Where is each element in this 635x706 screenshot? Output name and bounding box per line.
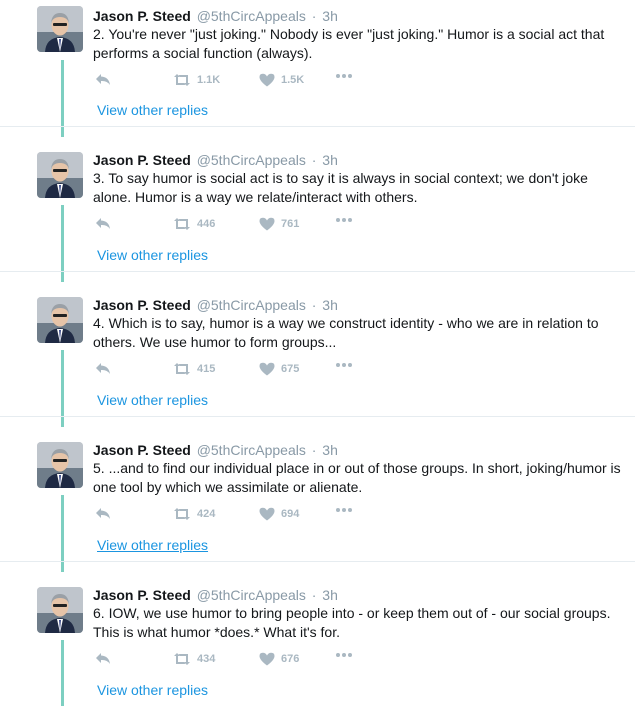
heart-icon — [259, 652, 275, 666]
tweet-actions — [93, 73, 629, 95]
tweet-text: 5. ...and to find our individual place in or out of those groups. In short, joking/humor is one tool by which we assimilate or alienate. — [93, 460, 621, 495]
retweet-count: 446 — [197, 218, 216, 230]
reply-icon — [95, 507, 111, 521]
like-button[interactable] — [259, 507, 299, 521]
author-handle[interactable]: @5thCircAppeals — [196, 152, 306, 168]
tweet-content — [93, 151, 629, 239]
view-other-replies-link[interactable]: View other replies — [97, 247, 209, 263]
tweet-content — [93, 296, 629, 384]
view-other-replies-link[interactable]: View other replies — [97, 392, 209, 408]
timestamp[interactable]: 3h — [322, 8, 338, 24]
more-icon — [335, 73, 353, 79]
thread-line — [61, 127, 64, 137]
tweet-item[interactable] — [0, 416, 635, 561]
author-name[interactable]: Jason P. Steed — [93, 297, 191, 313]
more-button[interactable] — [335, 507, 353, 513]
author-name[interactable]: Jason P. Steed — [93, 152, 191, 168]
more-button[interactable] — [335, 652, 353, 658]
like-button[interactable] — [259, 73, 304, 87]
tweet-text: 4. Which is to say, humor is a way we construct identity - who we are in relation to others. We use humor to form groups... — [93, 315, 599, 350]
avatar[interactable] — [37, 152, 83, 198]
like-button[interactable] — [259, 362, 299, 376]
more-button[interactable] — [335, 362, 353, 368]
retweet-icon — [173, 652, 191, 666]
retweet-button[interactable] — [173, 362, 215, 376]
like-button[interactable] — [259, 652, 299, 666]
tweet-actions — [93, 217, 629, 239]
tweet-item[interactable] — [0, 0, 635, 126]
retweet-icon — [173, 507, 191, 521]
reply-icon — [95, 73, 111, 87]
tweet-item[interactable] — [0, 126, 635, 271]
author-handle[interactable]: @5thCircAppeals — [196, 442, 306, 458]
retweet-count: 434 — [197, 653, 216, 665]
tweet-header — [93, 441, 629, 459]
author-handle[interactable]: @5thCircAppeals — [196, 587, 306, 603]
tweet-header — [93, 7, 629, 25]
reply-icon — [95, 652, 111, 666]
thread-line — [61, 562, 64, 572]
separator: · — [311, 152, 317, 168]
heart-icon — [259, 217, 275, 231]
avatar[interactable] — [37, 6, 83, 52]
tweet-header — [93, 586, 629, 604]
thread-line — [61, 60, 64, 126]
tweet-actions — [93, 507, 629, 529]
view-other-replies-link[interactable]: View other replies — [97, 102, 209, 118]
avatar[interactable] — [37, 442, 83, 488]
retweet-icon — [173, 217, 191, 231]
thread-line — [61, 495, 64, 561]
like-count: 676 — [281, 653, 300, 665]
reply-button[interactable] — [95, 652, 111, 666]
timestamp[interactable]: 3h — [322, 152, 338, 168]
more-icon — [335, 507, 353, 513]
reply-icon — [95, 217, 111, 231]
view-other-replies-link[interactable]: View other replies — [97, 682, 209, 698]
reply-button[interactable] — [95, 217, 111, 231]
like-count: 694 — [281, 508, 300, 520]
avatar[interactable] — [37, 587, 83, 633]
more-icon — [335, 362, 353, 368]
more-button[interactable] — [335, 217, 353, 223]
heart-icon — [259, 73, 275, 87]
tweet-text: 2. You're never "just joking." Nobody is ever "just joking." Humor is a social act that performs a social function (always). — [93, 26, 605, 61]
more-icon — [335, 217, 353, 223]
retweet-button[interactable] — [173, 217, 215, 231]
retweet-icon — [173, 73, 191, 87]
reply-icon — [95, 362, 111, 376]
author-name[interactable]: Jason P. Steed — [93, 442, 191, 458]
timestamp[interactable]: 3h — [322, 297, 338, 313]
separator: · — [311, 442, 317, 458]
avatar[interactable] — [37, 297, 83, 343]
separator: · — [311, 587, 317, 603]
heart-icon — [259, 507, 275, 521]
retweet-count: 1.1K — [197, 74, 221, 86]
tweet-content — [93, 441, 629, 529]
reply-button[interactable] — [95, 73, 111, 87]
thread-line — [61, 640, 64, 706]
retweet-count: 415 — [197, 363, 216, 375]
author-name[interactable]: Jason P. Steed — [93, 587, 191, 603]
thread-line — [61, 205, 64, 271]
tweet-content — [93, 7, 629, 95]
tweet-item[interactable] — [0, 561, 635, 706]
retweet-button[interactable] — [173, 652, 215, 666]
thread-line — [61, 417, 64, 427]
author-name[interactable]: Jason P. Steed — [93, 8, 191, 24]
thread-line — [61, 272, 64, 282]
view-other-replies-link[interactable]: View other replies — [97, 537, 209, 553]
retweet-count: 424 — [197, 508, 216, 520]
like-count: 761 — [281, 218, 300, 230]
timestamp[interactable]: 3h — [322, 442, 338, 458]
separator: · — [311, 297, 317, 313]
author-handle[interactable]: @5thCircAppeals — [196, 297, 306, 313]
retweet-button[interactable] — [173, 507, 215, 521]
tweet-content — [93, 586, 629, 674]
tweet-actions — [93, 652, 629, 674]
reply-button[interactable] — [95, 507, 111, 521]
more-button[interactable] — [335, 73, 353, 79]
tweet-text: 3. To say humor is social act is to say it is always in social context; we don't joke alone. Humor is a way we relate/interact with others. — [93, 170, 588, 205]
thread-line — [61, 350, 64, 416]
reply-button[interactable] — [95, 362, 111, 376]
like-count: 675 — [281, 363, 300, 375]
heart-icon — [259, 362, 275, 376]
tweet-actions — [93, 362, 629, 384]
tweet-text: 6. IOW, we use humor to bring people into - or keep them out of - our social groups. This is what humor *does.* What it's for. — [93, 605, 611, 640]
separator: · — [311, 8, 317, 24]
retweet-button[interactable] — [173, 73, 220, 87]
retweet-icon — [173, 362, 191, 376]
tweet-item[interactable] — [0, 271, 635, 416]
more-icon — [335, 652, 353, 658]
tweet-header — [93, 151, 629, 169]
like-count: 1.5K — [281, 74, 305, 86]
author-handle[interactable]: @5thCircAppeals — [196, 8, 306, 24]
tweet-header — [93, 296, 629, 314]
timestamp[interactable]: 3h — [322, 587, 338, 603]
like-button[interactable] — [259, 217, 299, 231]
